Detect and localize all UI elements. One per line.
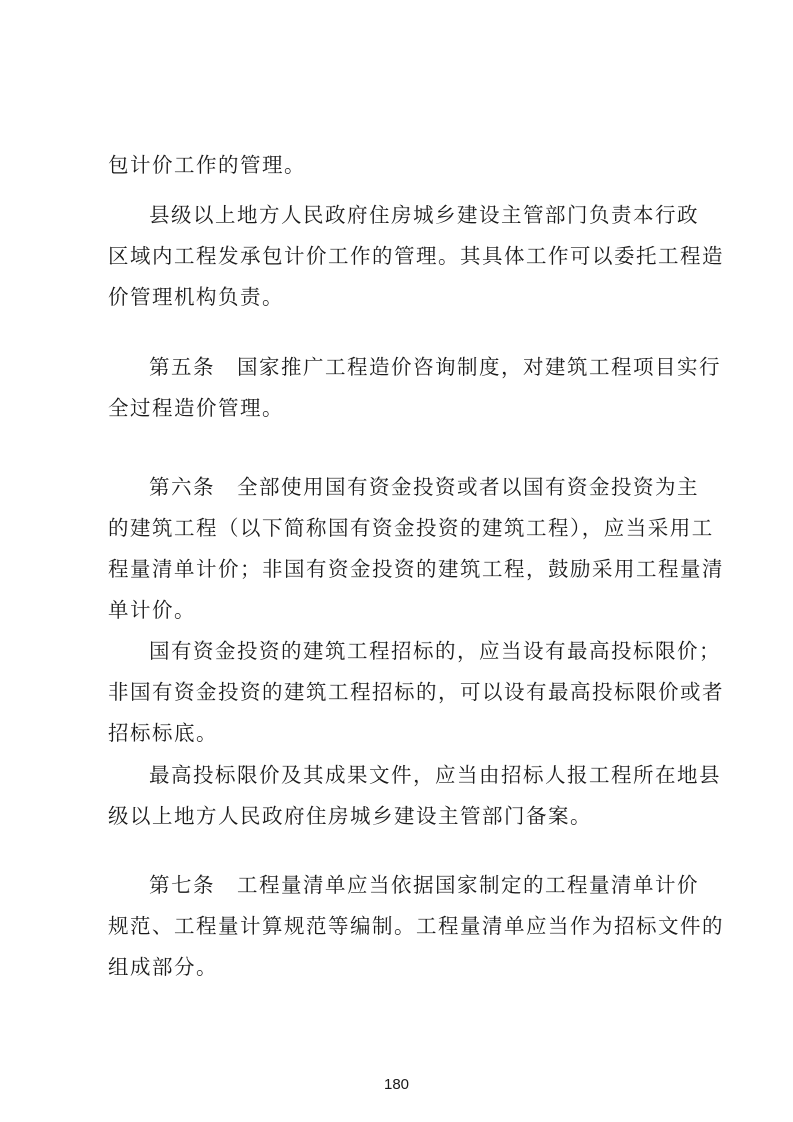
text-line: 价管理机构负责。 — [108, 285, 284, 309]
text-line: 组成部分。 — [108, 955, 218, 979]
text-line: 招标标底。 — [108, 721, 218, 745]
text-line: 国有资金投资的建筑工程招标的，应当设有最高投标限价； — [149, 639, 721, 663]
article-6-line: 第六条 全部使用国有资金投资或者以国有资金投资为主 — [149, 475, 699, 499]
article-5-line: 第五条 国家推广工程造价咨询制度，对建筑工程项目实行 — [149, 355, 721, 379]
article-7-line: 第七条 工程量清单应当依据国家制定的工程量清单计价 — [149, 873, 699, 897]
text-line: 包计价工作的管理。 — [108, 153, 306, 177]
page-number: 180 — [383, 1076, 410, 1093]
text-line: 全过程造价管理。 — [108, 396, 284, 420]
text-line: 单计价。 — [108, 598, 196, 622]
text-line: 规范、工程量计算规范等编制。工程量清单应当作为招标文件的 — [108, 914, 724, 938]
text-line: 最高投标限价及其成果文件，应当由招标人报工程所在地县 — [149, 763, 721, 787]
text-line: 级以上地方人民政府住房城乡建设主管部门备案。 — [108, 804, 592, 828]
text-line: 县级以上地方人民政府住房城乡建设主管部门负责本行政 — [149, 203, 699, 227]
text-line: 程量清单计价；非国有资金投资的建筑工程，鼓励采用工程量清 — [108, 557, 724, 581]
text-line: 的建筑工程（以下简称国有资金投资的建筑工程），应当采用工 — [108, 516, 714, 540]
text-line: 区域内工程发承包计价工作的管理。其具体工作可以委托工程造 — [108, 244, 724, 268]
text-line: 非国有资金投资的建筑工程招标的，可以设有最高投标限价或者 — [108, 680, 724, 704]
